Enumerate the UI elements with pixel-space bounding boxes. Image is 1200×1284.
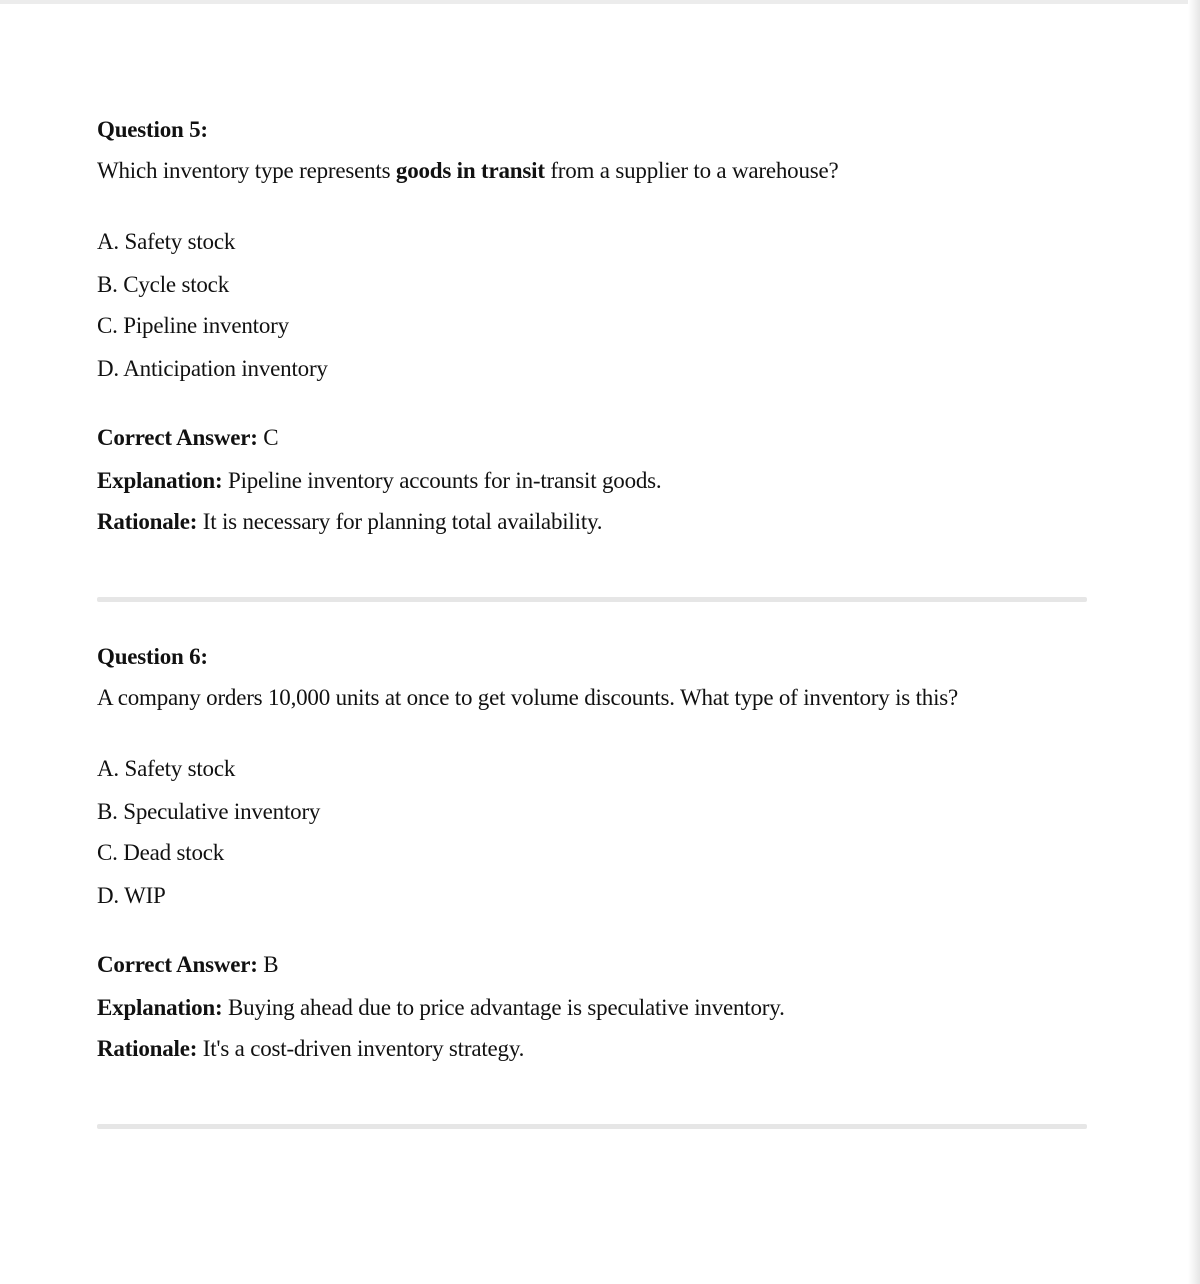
option-b: B. Cycle stock [97, 272, 229, 297]
section-divider [97, 1124, 1087, 1129]
rationale-value: It's a cost-driven inventory strategy. [197, 1036, 525, 1061]
rationale [97, 1035, 524, 1063]
option-b: B. Speculative inventory [97, 799, 321, 824]
rationale-label: Rationale: [97, 509, 198, 534]
correct-answer-value: B [257, 952, 279, 977]
correct-answer [97, 424, 278, 452]
question-text-end: from a supplier to a warehouse? [544, 158, 839, 183]
option-c: C. Pipeline inventory [97, 313, 289, 338]
explanation [97, 467, 661, 495]
explanation-label: Explanation: [97, 995, 223, 1020]
correct-answer-label: Correct Answer: [97, 425, 258, 450]
correct-answer [97, 951, 278, 979]
correct-answer-label: Correct Answer: [97, 952, 258, 977]
rationale [97, 508, 602, 536]
question-title: Question 6: [97, 644, 208, 669]
option-d: D. WIP [97, 883, 166, 908]
correct-answer-value: C [257, 425, 279, 450]
explanation [97, 994, 785, 1022]
option-a: A. Safety stock [97, 229, 236, 254]
question-text: A company orders 10,000 units at once to get volume discounts. What type of inventory is this? [97, 685, 959, 710]
page-top-edge [0, 0, 1200, 4]
question-title: Question 5: [97, 117, 208, 142]
option-d: D. Anticipation inventory [97, 356, 328, 381]
option-c: C. Dead stock [97, 840, 225, 865]
explanation-label: Explanation: [97, 468, 223, 493]
rationale-label: Rationale: [97, 1036, 198, 1061]
explanation-value: Pipeline inventory accounts for in-transit goods. [222, 468, 662, 493]
question-text-emphasis: goods in transit [395, 158, 545, 183]
question-text-start: Which inventory type represents [97, 158, 396, 183]
explanation-value: Buying ahead due to price advantage is speculative inventory. [222, 995, 785, 1020]
page-right-edge [1188, 0, 1200, 1284]
option-a: A. Safety stock [97, 756, 236, 781]
section-divider [97, 597, 1087, 602]
question-text [97, 157, 839, 185]
rationale-value: It is necessary for planning total availability. [197, 509, 603, 534]
